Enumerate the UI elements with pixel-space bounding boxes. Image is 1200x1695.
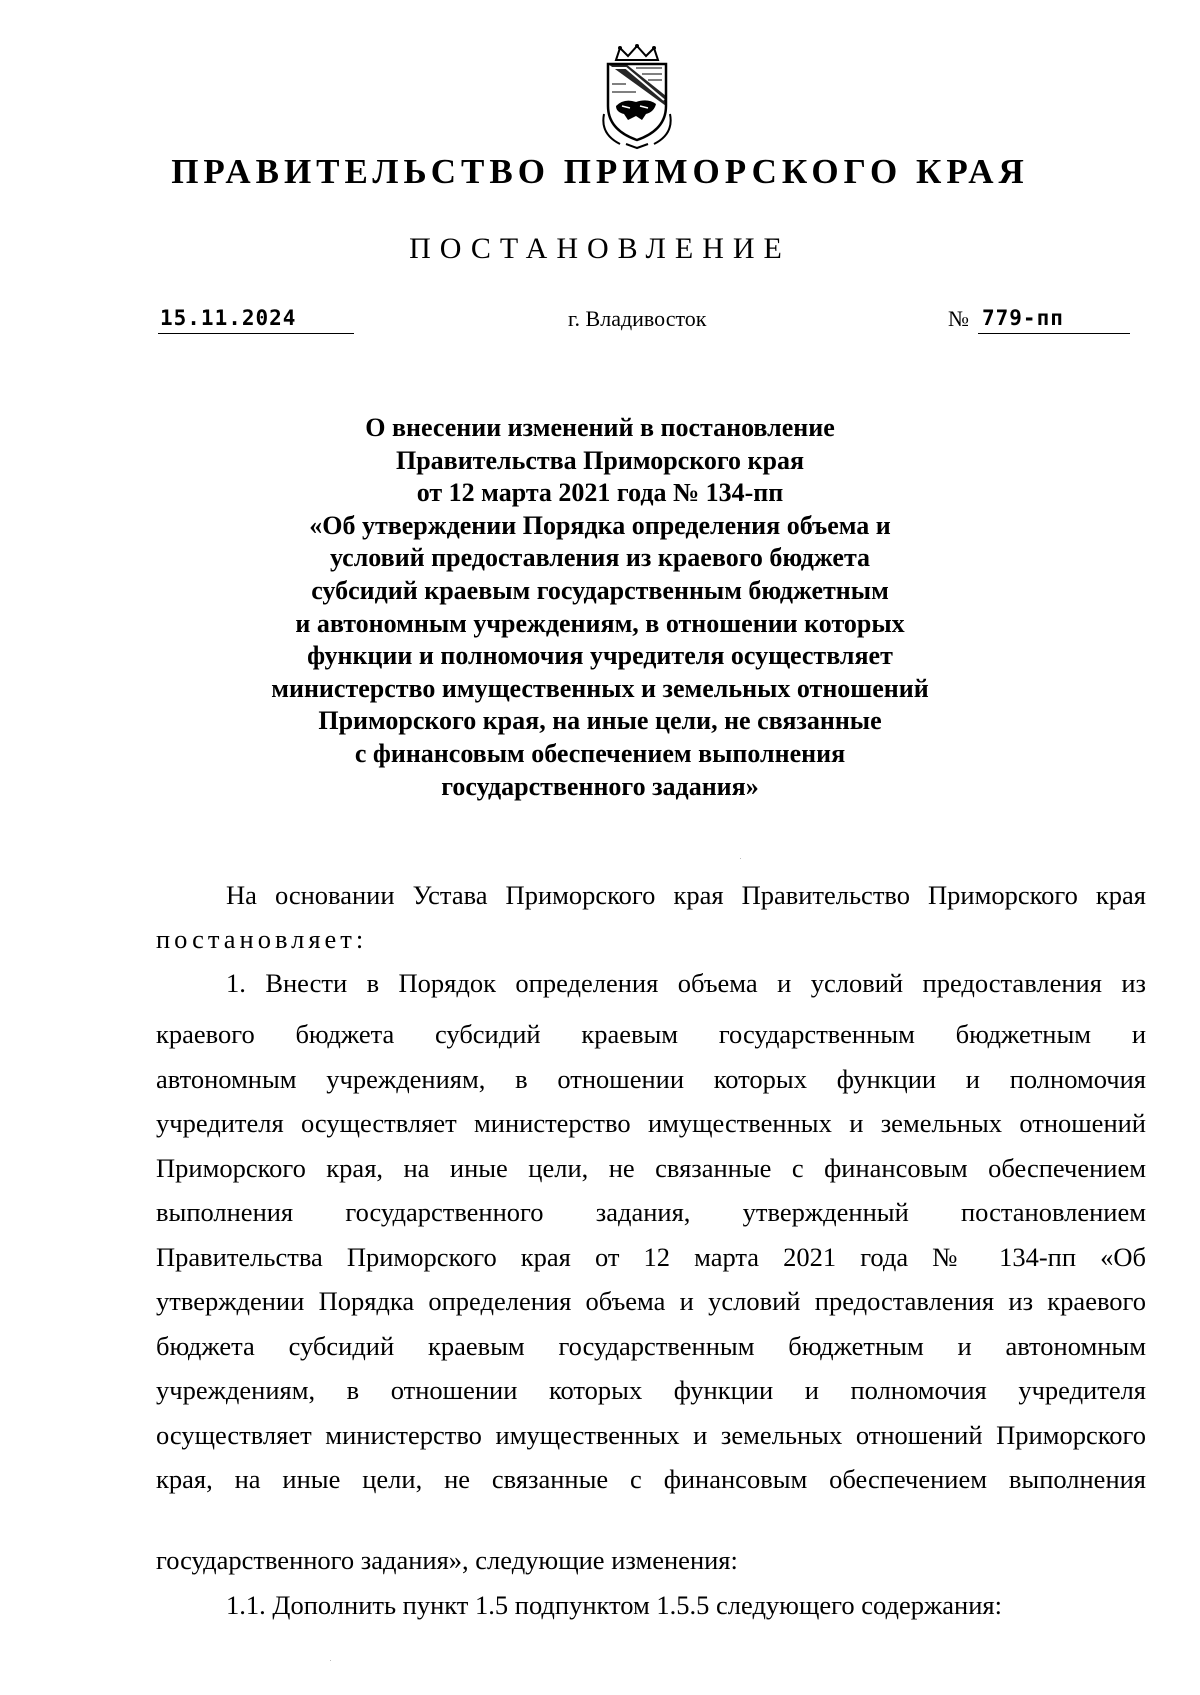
item-1-first-line: 1. Внести в Порядок определения объема и условий предоставления из bbox=[226, 968, 1146, 998]
date-underline bbox=[158, 333, 354, 334]
heading-line: Приморского края, на иные цели, не связанные bbox=[318, 706, 882, 736]
body-line: краевого бюджета субсидий краевым государственным бюджетным и bbox=[156, 1019, 1146, 1049]
document-heading bbox=[150, 412, 1050, 803]
heading-line: функции и полномочия учредителя осуществляет bbox=[307, 641, 893, 671]
body-line: автономным учреждениям, в отношении которых функции и полномочия bbox=[156, 1063, 1146, 1094]
body-line: учредителя осуществляет министерство имущественных и земельных отношений bbox=[156, 1108, 1146, 1138]
heading-line: и автономным учреждениям, в отношении которых bbox=[295, 608, 905, 638]
body-line: утверждении Порядка определения объема и условий предоставления из краевого bbox=[156, 1286, 1146, 1316]
document-date: 15.11.2024 bbox=[160, 306, 297, 330]
body-line: Приморского края, на иные цели, не связанные с финансовым обеспечением bbox=[156, 1152, 1146, 1183]
heading-line: от 12 марта 2021 года № 134-пп bbox=[416, 478, 784, 508]
body-line: выполнения государственного задания, утвержденный постановлением bbox=[156, 1197, 1146, 1227]
scan-speck bbox=[330, 1660, 331, 1661]
number-sign: № bbox=[948, 306, 969, 331]
item-1-body bbox=[156, 1012, 1146, 1502]
resolves-word: постановляет: bbox=[156, 924, 368, 954]
document-number: 779-пп bbox=[982, 306, 1064, 330]
body-line: края, на иные цели, не связанные с финансовым обеспечением выполнения bbox=[156, 1464, 1146, 1494]
heading-line: Правительства Приморского края bbox=[395, 445, 805, 475]
body-line: осуществляет министерство имущественных и земельных отношений Приморского bbox=[156, 1419, 1146, 1450]
scan-speck bbox=[740, 858, 741, 859]
body-line: бюджета субсидий краевым государственным бюджетным и автономным bbox=[156, 1330, 1146, 1361]
item-1-last-line: государственного задания», следующие изменения: bbox=[156, 1545, 738, 1575]
heading-line: О внесении изменений в постановление bbox=[365, 413, 835, 442]
heading-line: «Об утверждении Порядка определения объема и bbox=[309, 510, 891, 540]
document-city: г. Владивосток bbox=[568, 306, 707, 331]
document-type: ПОСТАНОВЛЕНИЕ bbox=[409, 232, 791, 265]
heading-line: условий предоставления из краевого бюджета bbox=[329, 543, 871, 573]
preamble-text: На основании Устава Приморского края Правительство Приморского края bbox=[226, 880, 1146, 910]
body-line: учреждениям, в отношении которых функции и полномочия учредителя bbox=[156, 1375, 1146, 1405]
body-line: Правительства Приморского края от 12 марта 2021 года № 134-пп «Об bbox=[156, 1241, 1146, 1272]
heading-line: государственного задания» bbox=[441, 771, 759, 801]
item-1-1-text: 1.1. Дополнить пункт 1.5 подпунктом 1.5.5 следующего содержания: bbox=[226, 1590, 1002, 1620]
number-underline bbox=[978, 333, 1130, 334]
heading-line: с финансовым обеспечением выполнения bbox=[354, 738, 846, 768]
primorsky-coat-of-arms-icon bbox=[596, 44, 678, 150]
heading-line: министерство имущественных и земельных отношений bbox=[271, 673, 929, 703]
organization-title: ПРАВИТЕЛЬСТВО ПРИМОРСКОГО КРАЯ bbox=[171, 152, 1029, 191]
heading-line: субсидий краевым государственным бюджетным bbox=[311, 575, 889, 605]
